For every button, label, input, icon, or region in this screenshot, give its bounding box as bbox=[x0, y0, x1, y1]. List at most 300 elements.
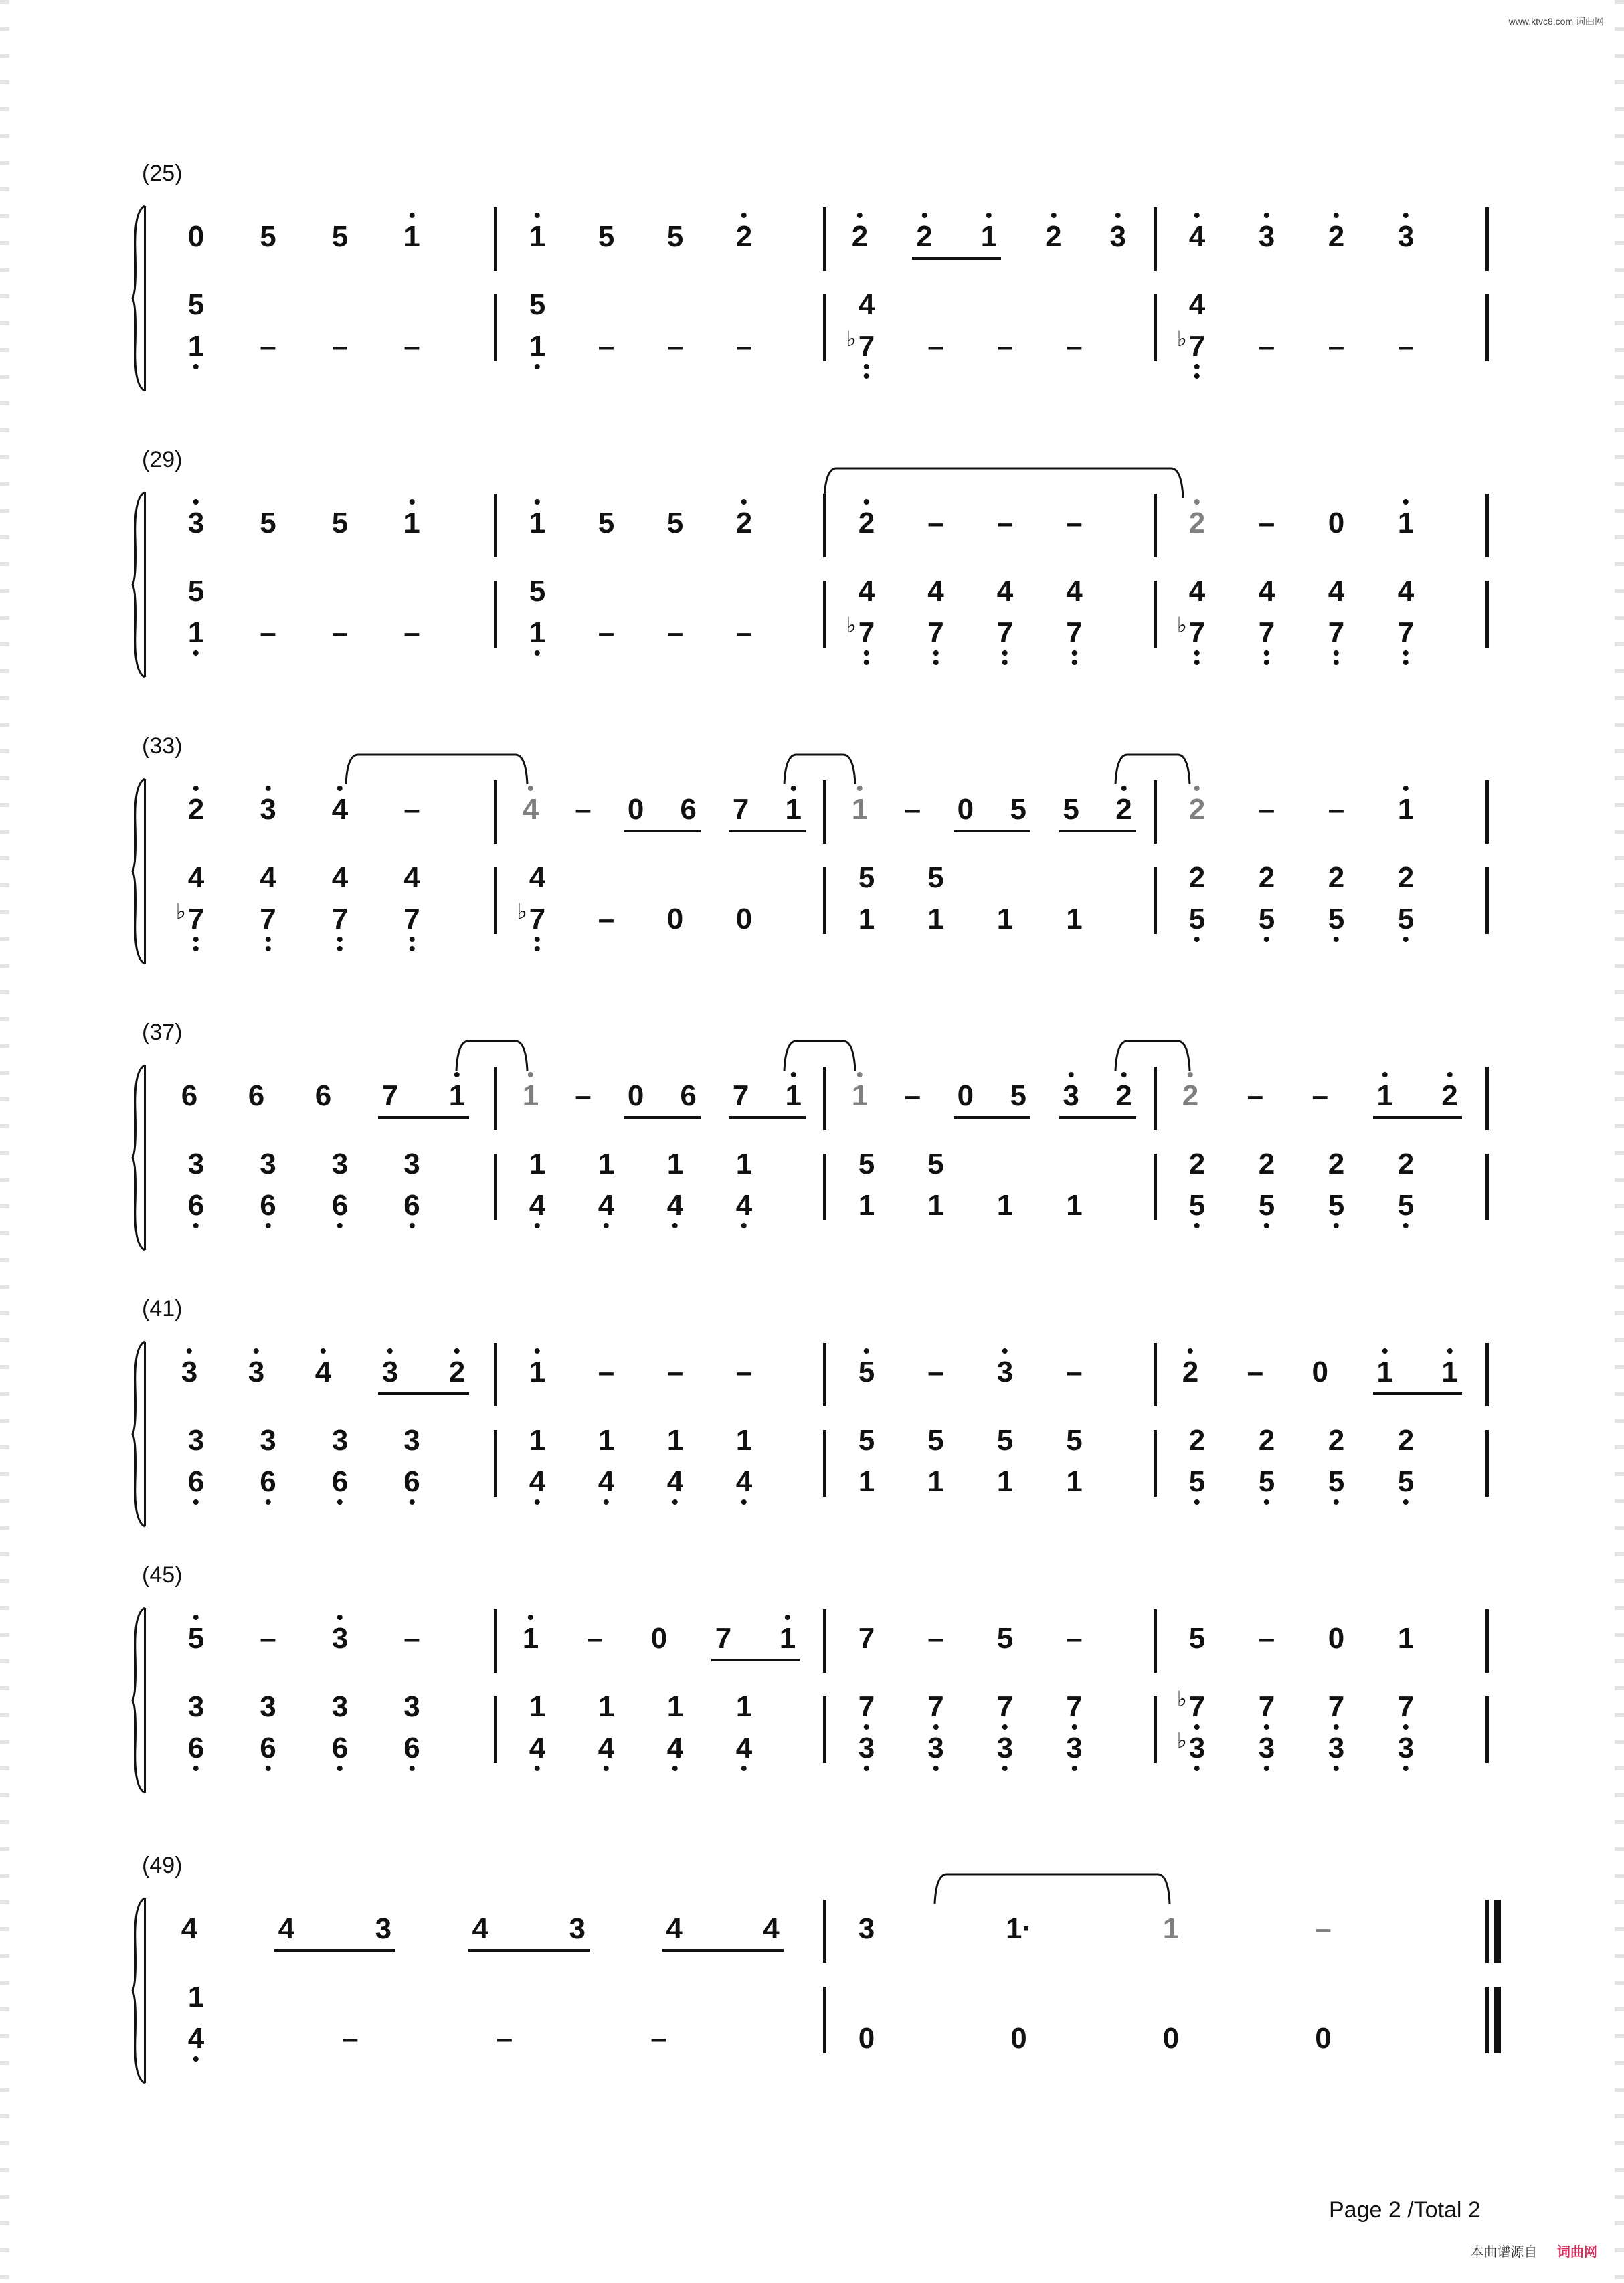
octave-up-dot bbox=[454, 1072, 460, 1077]
treble-barline bbox=[494, 207, 497, 271]
grand-staff-brace bbox=[131, 205, 146, 392]
bass-lower-note-text: 6 bbox=[260, 1465, 276, 1498]
bass-lower-note-text: 5 bbox=[1397, 903, 1415, 935]
bass-lower-note bbox=[927, 618, 943, 648]
treble-note-text: – bbox=[666, 1356, 684, 1388]
treble-note-text: 1 bbox=[1397, 507, 1415, 539]
bass-lower-note bbox=[529, 332, 545, 361]
bass-lower-note bbox=[1176, 327, 1206, 363]
treble-note-text: 4 bbox=[331, 793, 349, 826]
flat-accidental: ♭ bbox=[1176, 1687, 1187, 1711]
bass-lower-note bbox=[1398, 332, 1414, 361]
treble-note-text: 2 bbox=[1182, 1356, 1199, 1388]
octave-down-dot bbox=[409, 937, 414, 942]
bass-upper-note bbox=[529, 1692, 545, 1722]
treble-note bbox=[1312, 1358, 1328, 1387]
bass-upper-note-text: 5 bbox=[927, 1148, 944, 1180]
bass-upper-note bbox=[529, 1426, 545, 1455]
treble-note-text: 1 bbox=[1376, 1356, 1393, 1388]
bass-upper-note-text: 1 bbox=[735, 1690, 753, 1723]
bass-lower-note bbox=[188, 1191, 204, 1220]
treble-barline bbox=[1485, 494, 1489, 557]
octave-down-dot bbox=[933, 1724, 938, 1730]
bass-lower-note bbox=[529, 1191, 545, 1220]
footer-brand bbox=[1470, 2241, 1597, 2260]
octave-down-dot bbox=[337, 1766, 343, 1771]
bass-upper-note-text: 5 bbox=[996, 1424, 1014, 1457]
eighth-beam bbox=[954, 1116, 1030, 1119]
bass-upper-note-text: 2 bbox=[1188, 861, 1206, 894]
bass-lower-note-text: 1 bbox=[529, 616, 546, 649]
bass-upper-note-text: 7 bbox=[927, 1690, 944, 1723]
treble-note-text: 1 bbox=[1397, 793, 1415, 826]
bass-barline bbox=[494, 581, 497, 648]
octave-down-dot bbox=[1264, 1766, 1269, 1771]
bass-upper-note-text: 5 bbox=[858, 1148, 875, 1180]
bass-upper-note bbox=[667, 1426, 683, 1455]
flat-accidental: ♭ bbox=[1176, 1728, 1187, 1752]
treble-note-text: 4 bbox=[522, 793, 539, 826]
treble-note bbox=[181, 1358, 197, 1387]
treble-note bbox=[651, 1624, 667, 1653]
octave-down-dot bbox=[337, 1499, 343, 1505]
treble-note-text: – bbox=[1258, 1622, 1275, 1655]
bass-lower-note bbox=[667, 1734, 683, 1763]
bass-barline bbox=[1154, 1696, 1157, 1763]
bass-lower-note bbox=[1315, 2024, 1331, 2053]
octave-up-dot bbox=[409, 213, 414, 218]
bass-lower-note-text: 4 bbox=[529, 1732, 546, 1764]
bass-upper-note bbox=[667, 1150, 683, 1179]
treble-note-text: – bbox=[904, 793, 921, 826]
treble-note bbox=[1063, 1081, 1079, 1111]
treble-note bbox=[733, 1081, 749, 1111]
octave-up-dot bbox=[1051, 213, 1056, 218]
treble-note bbox=[715, 1624, 731, 1653]
treble-note bbox=[1182, 1081, 1198, 1111]
bass-upper-note-text: 5 bbox=[927, 1424, 944, 1457]
octave-down-dot bbox=[604, 1223, 609, 1228]
bass-lower-note bbox=[175, 899, 205, 935]
treble-note bbox=[188, 1624, 204, 1653]
bass-upper-note-text: 3 bbox=[260, 1690, 276, 1723]
bass-lower-note bbox=[927, 1734, 943, 1763]
treble-note-text: 5 bbox=[331, 220, 349, 253]
octave-down-dot bbox=[535, 1766, 540, 1771]
treble-note-text: – bbox=[1066, 1622, 1083, 1655]
octave-up-dot bbox=[864, 1348, 869, 1354]
treble-note bbox=[905, 795, 921, 824]
treble-note bbox=[523, 795, 539, 824]
octave-up-dot bbox=[1403, 213, 1409, 218]
octave-down-dot bbox=[1334, 660, 1339, 665]
grand-staff-brace bbox=[131, 778, 146, 965]
eighth-beam bbox=[1059, 1116, 1136, 1119]
bass-lower-note bbox=[650, 2024, 666, 2053]
octave-down-dot bbox=[672, 1223, 678, 1228]
treble-note bbox=[1328, 509, 1344, 538]
treble-barline bbox=[494, 1343, 497, 1406]
bass-upper-note bbox=[1066, 577, 1082, 606]
bass-lower-note bbox=[736, 905, 752, 934]
treble-note bbox=[1066, 509, 1082, 538]
grand-staff-brace bbox=[131, 491, 146, 678]
octave-up-dot bbox=[321, 1348, 326, 1354]
octave-up-dot bbox=[535, 499, 540, 505]
treble-note-text: 5 bbox=[1063, 793, 1079, 826]
bass-lower-note bbox=[859, 1191, 875, 1220]
bass-upper-note bbox=[859, 863, 875, 893]
treble-note bbox=[1441, 1081, 1457, 1111]
octave-down-dot bbox=[1264, 650, 1269, 656]
bass-upper-note bbox=[927, 577, 943, 606]
octave-down-dot bbox=[1403, 660, 1409, 665]
bass-lower-note-text: 4 bbox=[666, 1732, 684, 1764]
treble-note bbox=[1189, 1624, 1205, 1653]
bass-lower-note bbox=[997, 1467, 1013, 1497]
bass-lower-note-text: 7 bbox=[1188, 330, 1206, 363]
octave-up-dot bbox=[1069, 1072, 1074, 1077]
bass-upper-note bbox=[1189, 290, 1205, 320]
octave-up-dot bbox=[785, 1615, 790, 1620]
treble-note bbox=[733, 795, 749, 824]
treble-note bbox=[680, 795, 696, 824]
treble-note bbox=[1259, 1624, 1275, 1653]
bass-upper-note-text: 1 bbox=[666, 1690, 684, 1723]
bass-lower-note-text: – bbox=[260, 616, 276, 649]
bass-upper-note-text: 1 bbox=[666, 1148, 684, 1180]
bass-lower-note-text: 5 bbox=[1258, 903, 1275, 935]
octave-up-dot bbox=[387, 1348, 393, 1354]
octave-down-dot bbox=[535, 946, 540, 951]
bass-lower-note bbox=[529, 618, 545, 648]
bass-lower-note-text: 7 bbox=[1397, 616, 1415, 649]
treble-barline bbox=[823, 1343, 826, 1406]
octave-down-dot bbox=[1403, 650, 1409, 656]
treble-note-text: 3 bbox=[248, 1356, 265, 1388]
treble-note bbox=[1115, 1081, 1132, 1111]
treble-note-text: 4 bbox=[666, 1912, 683, 1945]
bass-lower-note-text: – bbox=[403, 330, 420, 363]
treble-note bbox=[780, 1624, 796, 1653]
bass-upper-note bbox=[1398, 1692, 1414, 1722]
treble-note bbox=[449, 1081, 465, 1111]
bass-lower-note bbox=[332, 1734, 348, 1763]
treble-note-text: 4 bbox=[181, 1912, 198, 1945]
treble-note bbox=[260, 222, 276, 252]
bass-upper-note bbox=[1066, 1426, 1082, 1455]
treble-note bbox=[736, 222, 752, 252]
treble-note bbox=[1398, 795, 1414, 824]
bass-upper-note bbox=[1328, 1426, 1344, 1455]
treble-note-text: 1 bbox=[1397, 1622, 1415, 1655]
bass-upper-note-text: 3 bbox=[331, 1690, 349, 1723]
bass-upper-note-text: 3 bbox=[187, 1424, 205, 1457]
octave-down-dot bbox=[409, 1766, 414, 1771]
bass-upper-note bbox=[1259, 577, 1275, 606]
treble-note bbox=[1259, 509, 1275, 538]
header-site-url: www.ktvc8.com 词曲网 bbox=[1508, 16, 1604, 27]
treble-note-text: 1 bbox=[1441, 1356, 1458, 1388]
bass-upper-note-text: 5 bbox=[187, 575, 205, 608]
bass-lower-note bbox=[188, 332, 204, 361]
bass-lower-note-text: 1 bbox=[1066, 1189, 1083, 1222]
octave-down-dot bbox=[1194, 1766, 1200, 1771]
bass-upper-note-text: 3 bbox=[187, 1148, 205, 1180]
bass-lower-note bbox=[1189, 905, 1205, 934]
octave-up-dot bbox=[1002, 1348, 1008, 1354]
bass-upper-note-text: 1 bbox=[598, 1690, 615, 1723]
bass-lower-note-text: 5 bbox=[1397, 1189, 1415, 1222]
octave-down-dot bbox=[1334, 937, 1339, 942]
eighth-beam bbox=[954, 830, 1030, 832]
bass-lower-note bbox=[517, 899, 546, 935]
bass-lower-note bbox=[529, 1734, 545, 1763]
treble-note bbox=[852, 1081, 868, 1111]
bass-upper-note bbox=[997, 1692, 1013, 1722]
octave-down-dot bbox=[864, 660, 869, 665]
octave-down-dot bbox=[1403, 1724, 1409, 1730]
flat-accidental: ♭ bbox=[175, 899, 186, 923]
bass-barline bbox=[494, 1430, 497, 1497]
bass-upper-note-text: 1 bbox=[187, 1981, 205, 2013]
bass-upper-note bbox=[188, 1692, 204, 1722]
treble-note-text: 2 bbox=[1188, 507, 1206, 539]
treble-barline bbox=[823, 780, 826, 844]
bass-lower-note-text: 0 bbox=[1162, 2022, 1180, 2055]
treble-note bbox=[1045, 222, 1061, 252]
treble-note bbox=[958, 795, 974, 824]
octave-down-dot bbox=[672, 1766, 678, 1771]
octave-up-dot bbox=[921, 213, 927, 218]
bass-lower-note bbox=[1176, 613, 1206, 649]
treble-note bbox=[628, 1081, 644, 1111]
octave-down-dot bbox=[409, 1499, 414, 1505]
tie-arc bbox=[783, 752, 856, 786]
treble-barline bbox=[494, 1067, 497, 1130]
bass-lower-note bbox=[1010, 2024, 1026, 2053]
bass-upper-note bbox=[260, 1692, 276, 1722]
treble-note bbox=[332, 1624, 348, 1653]
bass-lower-note bbox=[997, 1191, 1013, 1220]
bass-lower-note bbox=[1328, 332, 1344, 361]
bass-lower-note-text: 6 bbox=[331, 1189, 349, 1222]
treble-note bbox=[667, 222, 683, 252]
bass-lower-note bbox=[342, 2024, 358, 2053]
treble-note-text: – bbox=[927, 1622, 944, 1655]
bass-lower-note bbox=[667, 905, 683, 934]
bass-lower-note bbox=[1176, 1728, 1206, 1764]
octave-up-dot bbox=[1382, 1348, 1388, 1354]
octave-up-dot bbox=[1194, 499, 1200, 505]
treble-note-text: 1 bbox=[529, 220, 546, 253]
treble-note-text: 2 bbox=[1045, 220, 1062, 253]
treble-note bbox=[1006, 1914, 1032, 1944]
treble-note-text: – bbox=[586, 1622, 604, 1655]
octave-down-dot bbox=[409, 946, 414, 951]
bass-lower-note-text: 7 bbox=[1328, 616, 1345, 649]
treble-note bbox=[1066, 1624, 1082, 1653]
treble-note-text: 6 bbox=[680, 1079, 697, 1112]
treble-note bbox=[927, 509, 943, 538]
treble-note-text: – bbox=[598, 1356, 615, 1388]
treble-note-text: 2 bbox=[858, 507, 875, 539]
grand-staff-brace bbox=[131, 1340, 146, 1528]
treble-note bbox=[667, 509, 683, 538]
grand-staff-brace bbox=[131, 1897, 146, 2084]
bass-upper-note bbox=[529, 577, 545, 606]
octave-up-dot bbox=[857, 786, 863, 791]
bass-lower-note-text: 1 bbox=[927, 1465, 944, 1498]
treble-barline bbox=[1154, 780, 1157, 844]
treble-note bbox=[375, 1914, 391, 1944]
bass-lower-note bbox=[997, 1734, 1013, 1763]
octave-down-dot bbox=[864, 373, 869, 379]
treble-note bbox=[1066, 1358, 1082, 1387]
treble-barline bbox=[823, 207, 826, 271]
eighth-beam bbox=[1059, 830, 1136, 832]
bass-lower-note-text: 5 bbox=[1258, 1465, 1275, 1498]
bass-upper-note-text: 3 bbox=[403, 1424, 420, 1457]
bass-lower-note bbox=[1259, 1734, 1275, 1763]
bass-barline bbox=[1154, 294, 1157, 361]
bass-lower-note-text: – bbox=[650, 2022, 667, 2055]
bass-lower-note-text: 1 bbox=[187, 616, 205, 649]
bass-lower-note-text: 1 bbox=[858, 1465, 875, 1498]
bass-lower-note bbox=[736, 1734, 752, 1763]
treble-note bbox=[927, 1624, 943, 1653]
octave-up-dot bbox=[337, 786, 343, 791]
bass-upper-note bbox=[927, 1426, 943, 1455]
bass-upper-note bbox=[1328, 1692, 1344, 1722]
eighth-beam bbox=[468, 1949, 590, 1952]
octave-down-dot bbox=[741, 1766, 747, 1771]
bass-upper-note bbox=[332, 1150, 348, 1179]
bass-upper-note-text: 7 bbox=[1066, 1690, 1083, 1723]
eighth-beam bbox=[624, 830, 701, 832]
treble-note-text: 5 bbox=[1010, 1079, 1026, 1112]
treble-barline bbox=[1485, 1067, 1489, 1130]
treble-note-text: – bbox=[575, 1079, 592, 1112]
octave-down-dot bbox=[265, 937, 270, 942]
bass-upper-note bbox=[403, 863, 420, 893]
score-system bbox=[0, 447, 1624, 701]
treble-note-text: 4 bbox=[314, 1356, 332, 1388]
treble-note bbox=[1115, 795, 1132, 824]
grand-staff-brace bbox=[131, 1064, 146, 1251]
bass-upper-note bbox=[188, 577, 204, 606]
bass-lower-note-text: 1 bbox=[927, 1189, 944, 1222]
bass-upper-note-text: 1 bbox=[598, 1148, 615, 1180]
bass-lower-note-text: 3 bbox=[1258, 1732, 1275, 1764]
bass-lower-note-text: 6 bbox=[187, 1189, 205, 1222]
octave-down-dot bbox=[193, 1499, 199, 1505]
treble-note bbox=[382, 1081, 398, 1111]
treble-note bbox=[852, 222, 868, 252]
treble-note-text: 5 bbox=[858, 1356, 875, 1388]
bass-upper-note-text: 7 bbox=[858, 1690, 875, 1723]
octave-down-dot bbox=[1264, 1223, 1269, 1228]
octave-down-dot bbox=[409, 1223, 414, 1228]
bass-lower-note-text: – bbox=[260, 330, 276, 363]
treble-note bbox=[472, 1914, 488, 1944]
footer-brand-logo: 词曲网 bbox=[1557, 2245, 1597, 2260]
octave-up-dot bbox=[254, 1348, 259, 1354]
bass-lower-note bbox=[1328, 1191, 1344, 1220]
treble-note-text: 5 bbox=[260, 220, 276, 253]
treble-note bbox=[575, 795, 591, 824]
bass-upper-note-text: 2 bbox=[1397, 1148, 1415, 1180]
bass-lower-note-text: 5 bbox=[1188, 1189, 1206, 1222]
bass-barline bbox=[823, 294, 826, 361]
bass-upper-note bbox=[1398, 1426, 1414, 1455]
treble-note-text: 2 bbox=[187, 793, 205, 826]
bass-upper-note-text: 4 bbox=[331, 861, 349, 894]
bass-upper-note bbox=[260, 1150, 276, 1179]
treble-note-text: 7 bbox=[715, 1622, 732, 1655]
bass-upper-note-text: 4 bbox=[529, 861, 546, 894]
treble-note-text: 2 bbox=[1328, 220, 1345, 253]
bass-lower-note-text: 7 bbox=[1258, 616, 1275, 649]
treble-note bbox=[981, 222, 997, 252]
bass-upper-note bbox=[1259, 1150, 1275, 1179]
treble-note bbox=[403, 1624, 420, 1653]
bass-lower-note-text: 4 bbox=[598, 1189, 615, 1222]
final-barline-thick bbox=[1494, 1987, 1501, 2053]
treble-note-text: 4 bbox=[472, 1912, 489, 1945]
bass-upper-note bbox=[1328, 1150, 1344, 1179]
bass-upper-note-text: 3 bbox=[403, 1690, 420, 1723]
bass-upper-note-text: 2 bbox=[1397, 1424, 1415, 1457]
treble-barline bbox=[494, 1609, 497, 1673]
bass-upper-note-text: 7 bbox=[1258, 1690, 1275, 1723]
treble-note bbox=[260, 1624, 276, 1653]
score-system bbox=[0, 733, 1624, 988]
bass-lower-note bbox=[1328, 1734, 1344, 1763]
treble-note-text: 0 bbox=[1312, 1356, 1329, 1388]
bass-upper-note bbox=[1259, 1692, 1275, 1722]
treble-note bbox=[449, 1358, 465, 1387]
tie-arc bbox=[783, 1038, 856, 1072]
bass-upper-note bbox=[1189, 577, 1205, 606]
treble-note bbox=[1398, 1624, 1414, 1653]
eighth-beam bbox=[711, 1659, 800, 1661]
bass-lower-note bbox=[403, 1734, 420, 1763]
bass-upper-note-text: 7 bbox=[1188, 1690, 1206, 1723]
bass-lower-note-text: 7 bbox=[403, 903, 420, 935]
treble-note-text: 3 bbox=[1063, 1079, 1079, 1112]
treble-note-text: 0 bbox=[187, 220, 205, 253]
treble-note-text: 6 bbox=[181, 1079, 198, 1112]
bass-upper-note-text: 7 bbox=[996, 1690, 1014, 1723]
flat-accidental: ♭ bbox=[846, 327, 856, 351]
bass-lower-note bbox=[260, 1191, 276, 1220]
treble-note bbox=[260, 795, 276, 824]
bass-lower-note-text: 4 bbox=[187, 2022, 205, 2055]
eighth-beam bbox=[1373, 1116, 1462, 1119]
eighth-beam bbox=[624, 1116, 701, 1119]
octave-down-dot bbox=[1194, 364, 1200, 369]
treble-note bbox=[382, 1358, 398, 1387]
bass-lower-note bbox=[332, 1467, 348, 1497]
octave-down-dot bbox=[193, 2056, 199, 2062]
bass-lower-note bbox=[260, 1734, 276, 1763]
treble-note bbox=[598, 509, 614, 538]
treble-note-text: 5 bbox=[331, 507, 349, 539]
bass-lower-note bbox=[1398, 1734, 1414, 1763]
octave-down-dot bbox=[337, 937, 343, 942]
eighth-beam bbox=[378, 1116, 469, 1119]
